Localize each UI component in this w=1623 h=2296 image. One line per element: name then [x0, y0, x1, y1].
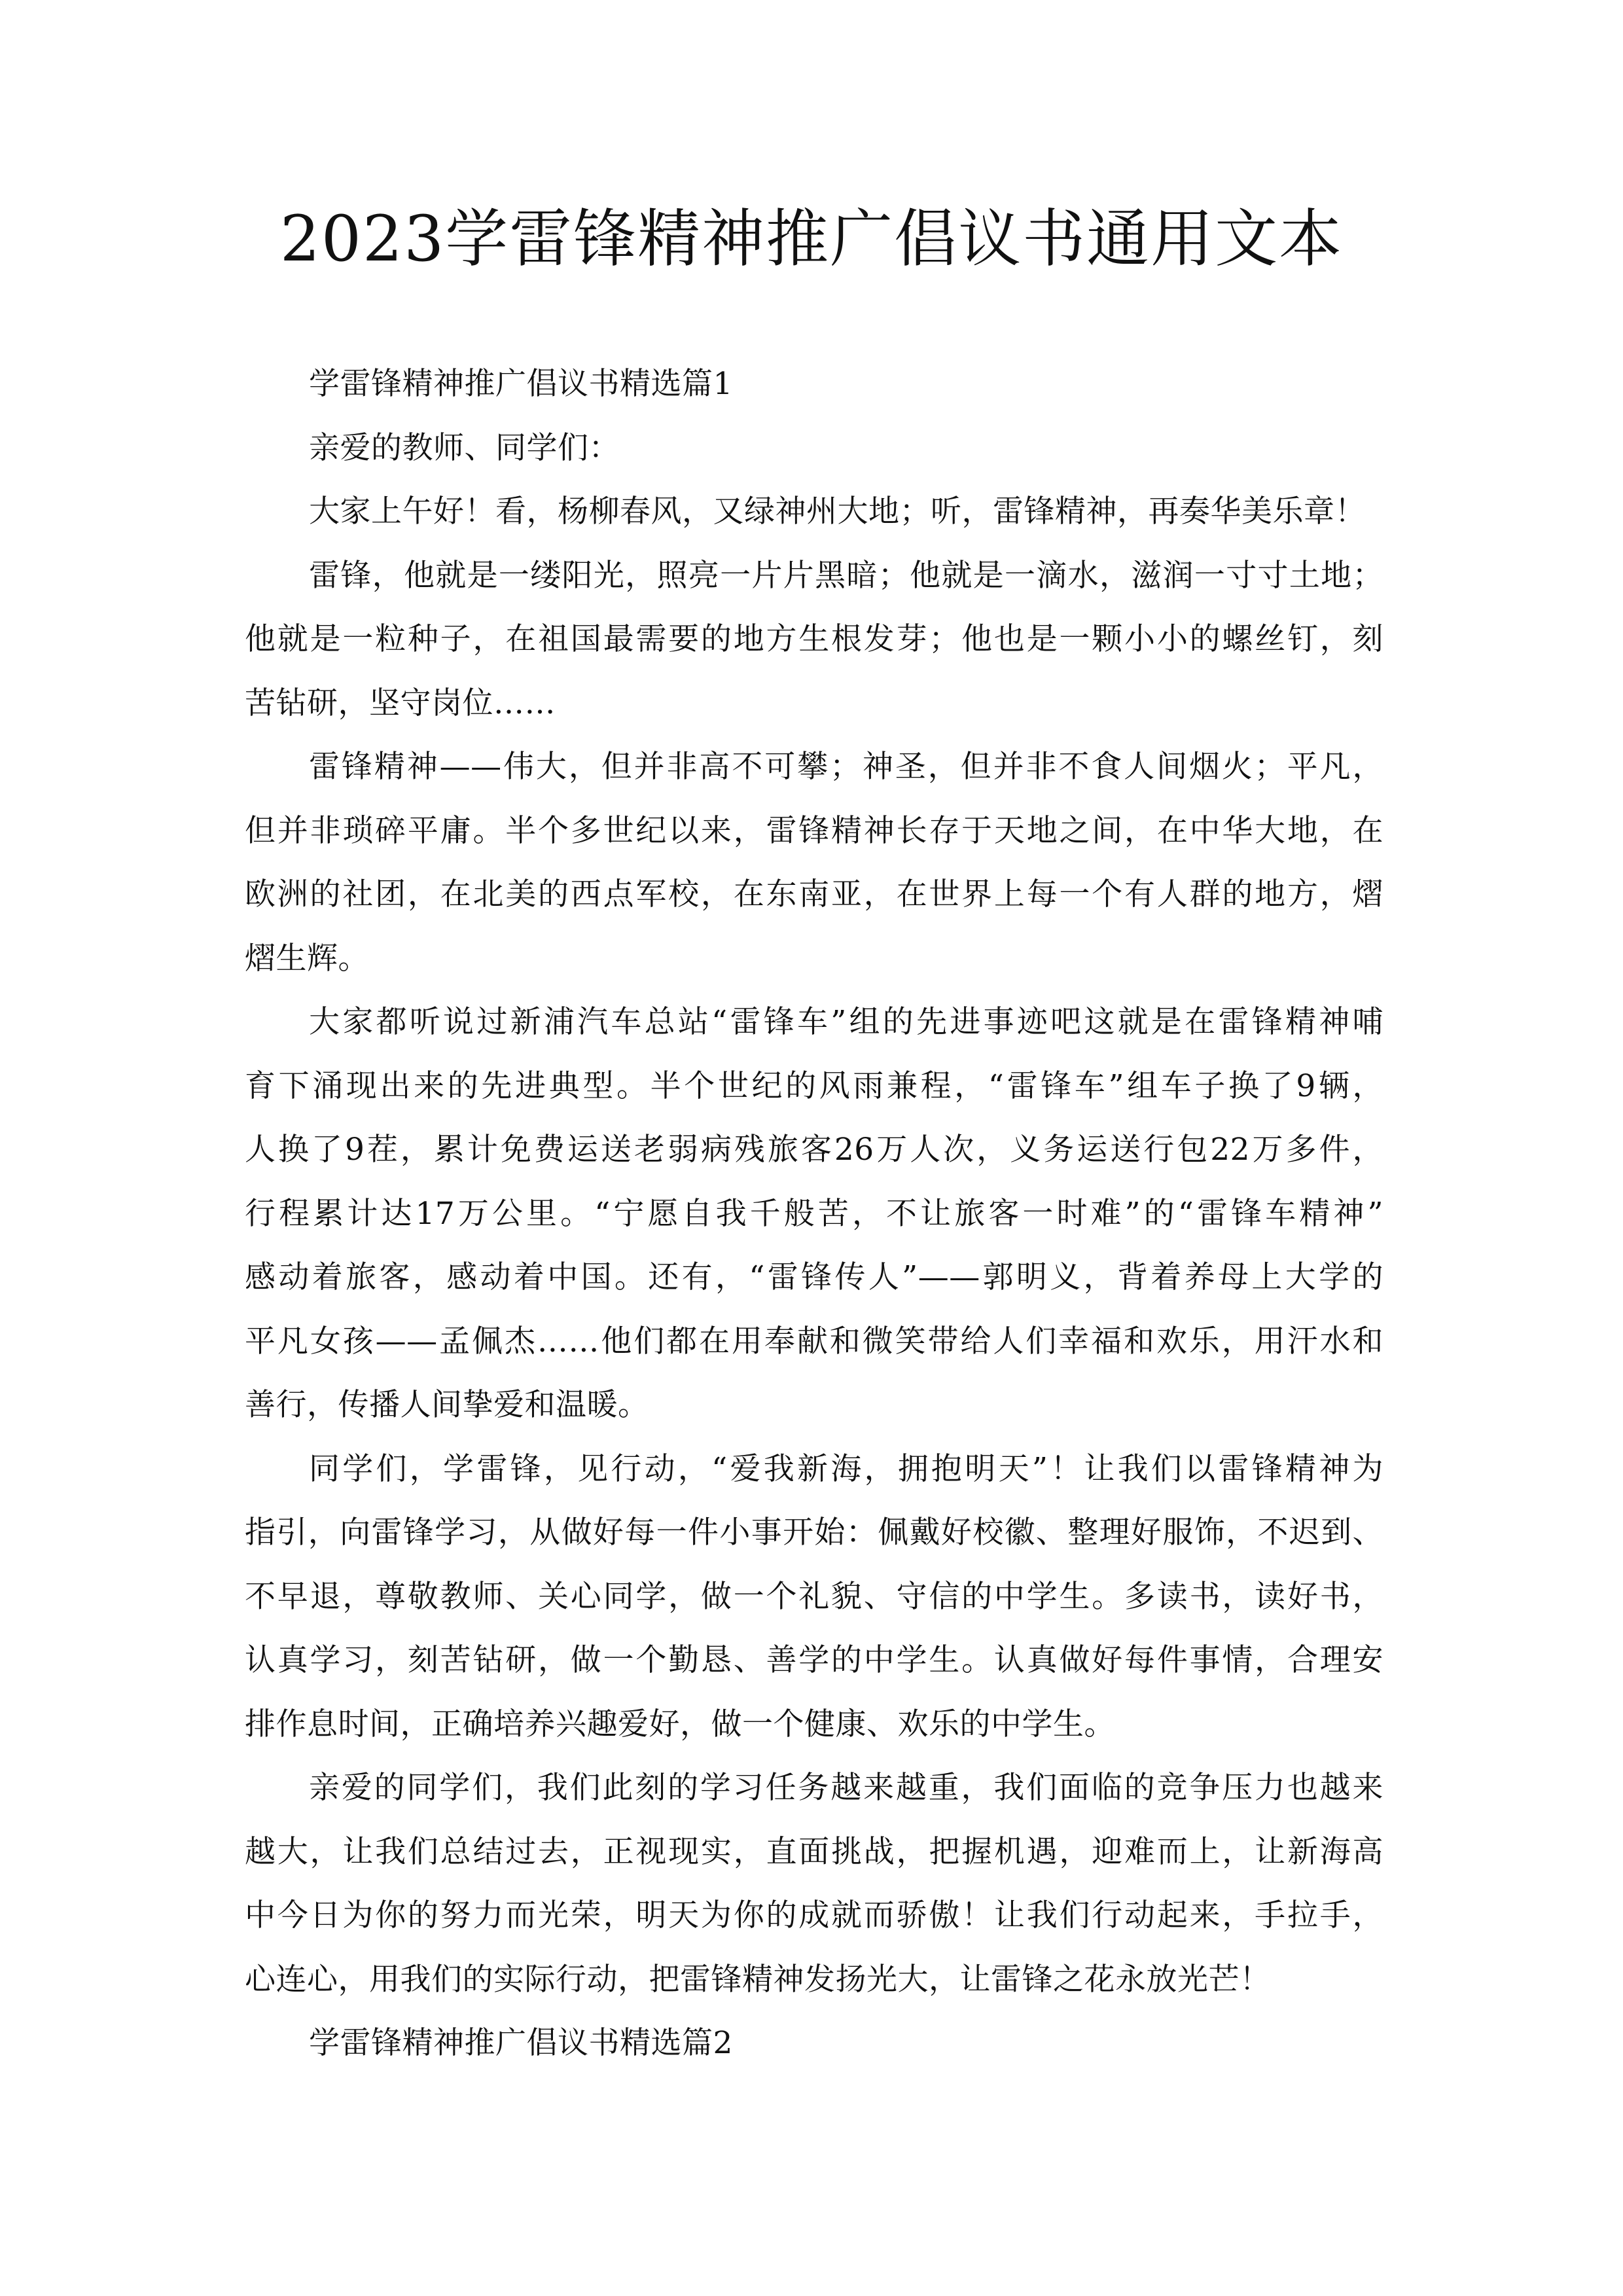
document-line: 但并非琐碎平庸。半个多世纪以来，雷锋精神长存于天地之间，在中华大地，在: [245, 812, 1383, 849]
document-line: 雷锋精神——伟大，但并非高不可攀；神圣，但并非不食人间烟火；平凡，: [309, 749, 1383, 785]
document-line: 大家上午好！看，杨柳春风，又绿神州大地；听，雷锋精神，再奏华美乐章！: [309, 493, 1366, 529]
document-line: 排作息时间，正确培养兴趣爱好，做一个健康、欢乐的中学生。: [245, 1706, 1115, 1742]
document-line: 亲爱的教师、同学们：: [309, 429, 620, 466]
document-line: 平凡女孩——孟佩杰……他们都在用奉献和微笑带给人们幸福和欢乐，用汗水和: [245, 1323, 1383, 1359]
document-line: 育下涌现出来的先进典型。半个世纪的风雨兼程，“雷锋车”组车子换了9辆，: [245, 1067, 1383, 1104]
document-line: 人换了9茬，累计免费运送老弱病残旅客26万人次，义务运送行包22万多件，: [245, 1132, 1383, 1168]
document-line: 中今日为你的努力而光荣，明天为你的成就而骄傲！让我们行动起来，手拉手，: [245, 1897, 1383, 1933]
document-title: 2023学雷锋精神推广倡议书通用文本: [279, 202, 1344, 276]
document-line: 不早退，尊敬教师、关心同学，做一个礼貌、守信的中学生。多读书，读好书，: [245, 1578, 1383, 1615]
document-line: 熠生辉。: [245, 940, 369, 977]
document-line: 指引，向雷锋学习，从做好每一件小事开始：佩戴好校徽、整理好服饰，不迟到、: [245, 1515, 1383, 1551]
document-line: 他就是一粒种子，在祖国最需要的地方生根发芽；他也是一颗小小的螺丝钉，刻: [245, 621, 1383, 657]
document-line: 感动着旅客，感动着中国。还有，“雷锋传人”——郭明义，背着养母上大学的: [245, 1259, 1383, 1295]
document-line: 认真学习，刻苦钻研，做一个勤恳、善学的中学生。认真做好每件事情，合理安: [245, 1642, 1383, 1678]
document-line: 苦钻研，坚守岗位……: [245, 685, 556, 721]
document-line: 雷锋，他就是一缕阳光，照亮一片片黑暗；他就是一滴水，滋润一寸寸土地；: [309, 557, 1383, 594]
document-line: 大家都听说过新浦汽车总站“雷锋车”组的先进事迹吧这就是在雷锋精神哺: [309, 1004, 1383, 1040]
document-line: 同学们，学雷锋，见行动，“爱我新海，拥抱明天”！让我们以雷锋精神为: [309, 1450, 1383, 1487]
document-line: 越大，让我们总结过去，正视现实，直面挑战，把握机遇，迎难而上，让新海高: [245, 1833, 1383, 1870]
document-line: 欧洲的社团，在北美的西点军校，在东南亚，在世界上每一个有人群的地方，熠: [245, 876, 1383, 912]
document-line: 学雷锋精神推广倡议书精选篇1: [309, 366, 733, 402]
document-line: 善行，传播人间挚爱和温暖。: [245, 1387, 649, 1423]
document-body: [245, 352, 1383, 2075]
document-line: 心连心，用我们的实际行动，把雷锋精神发扬光大，让雷锋之花永放光芒！: [245, 1961, 1271, 1998]
document-line: 学雷锋精神推广倡议书精选篇2: [309, 2025, 733, 2061]
document-line: 亲爱的同学们，我们此刻的学习任务越来越重，我们面临的竞争压力也越来: [309, 1770, 1383, 1806]
document-line: 行程累计达17万公里。“宁愿自我千般苦，不让旅客一时难”的“雷锋车精神”: [245, 1195, 1383, 1232]
